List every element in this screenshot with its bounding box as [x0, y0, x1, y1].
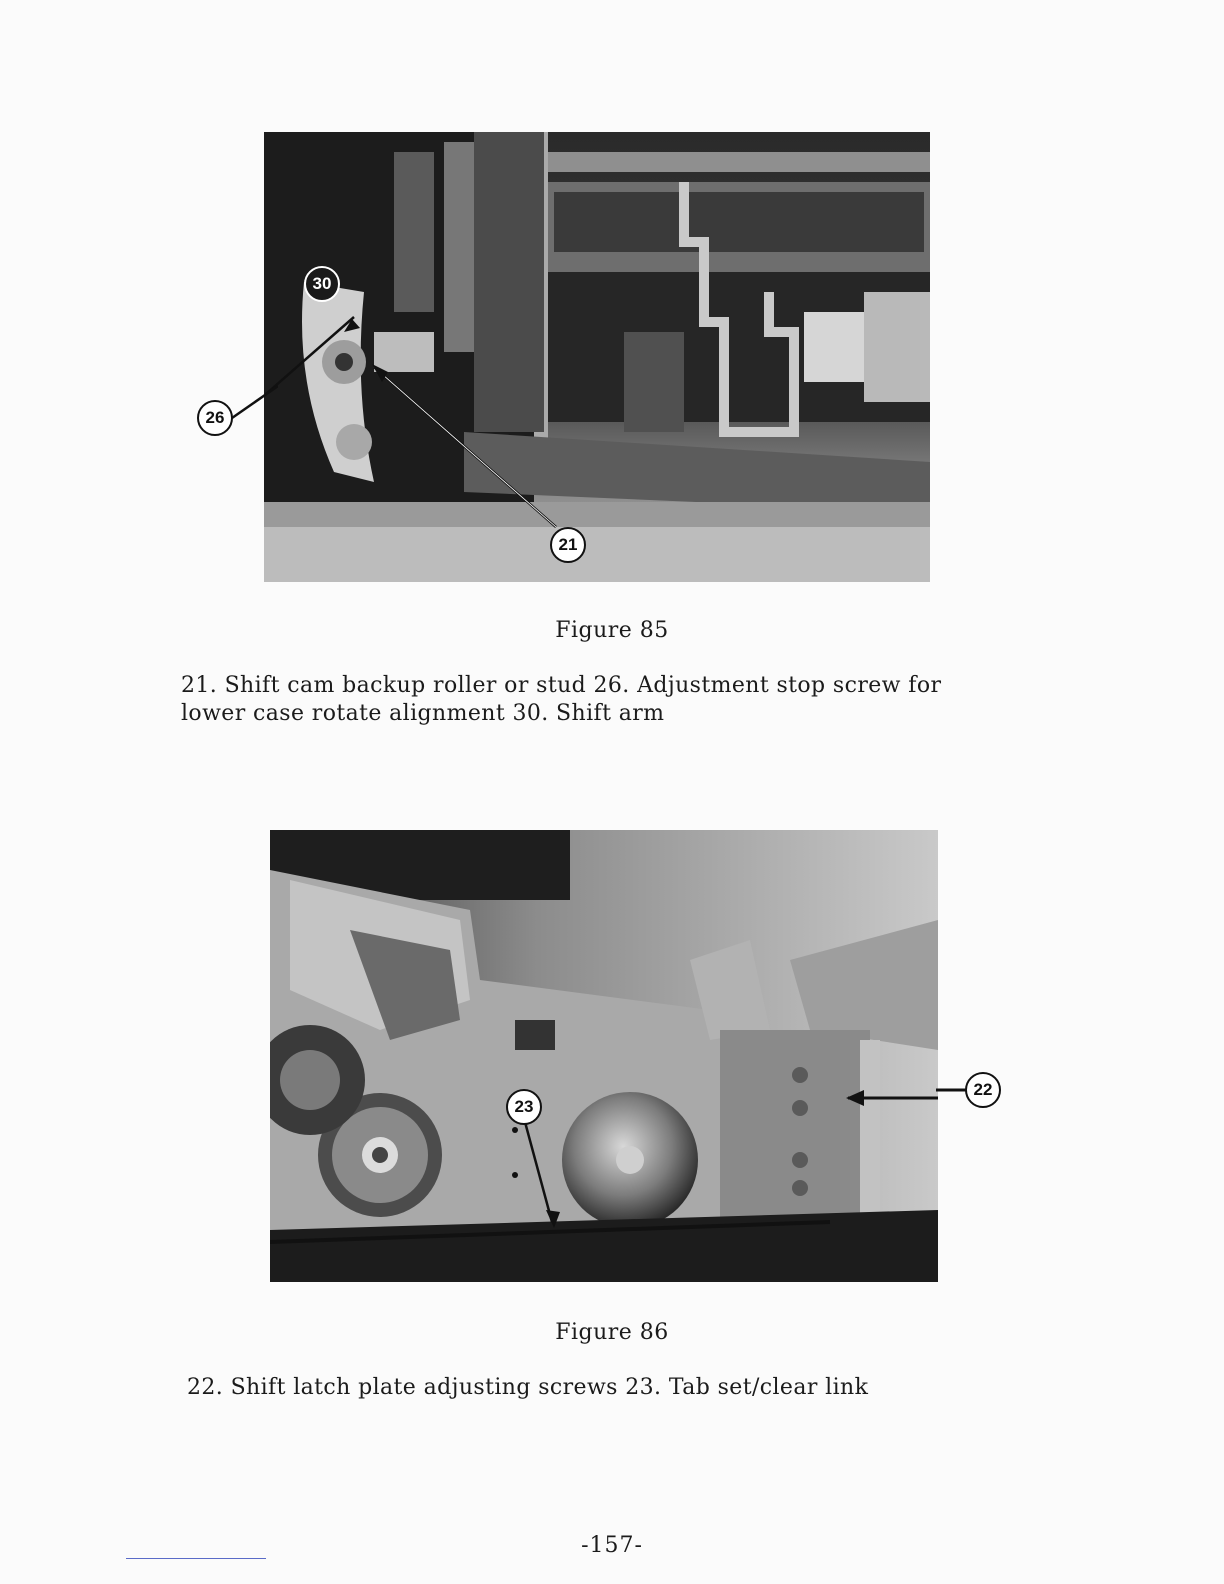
leader-line-26 — [228, 380, 278, 430]
figure-86-caption: Figure 86 — [555, 1320, 669, 1345]
figure-85-legend-line-1: 21. Shift cam backup roller or stud 26. Adjustment stop screw for — [181, 673, 942, 698]
callout-21: 21 — [550, 527, 586, 563]
figure-85-caption: Figure 85 — [555, 618, 669, 643]
footer-rule — [126, 1558, 266, 1559]
figure-85-legend-line-2: lower case rotate alignment 30. Shift arm — [181, 701, 665, 726]
figure-85-photo — [264, 132, 930, 582]
page-number: -157- — [581, 1533, 643, 1558]
callout-30: 30 — [304, 266, 340, 302]
callout-22: 22 — [965, 1072, 1001, 1108]
figure-86-legend-line-1: 22. Shift latch plate adjusting screws 23. Tab set/clear link — [187, 1375, 869, 1400]
callout-26: 26 — [197, 400, 233, 436]
callout-23: 23 — [506, 1089, 542, 1125]
leader-line-22 — [936, 1084, 966, 1096]
figure-86-photo — [270, 830, 938, 1282]
